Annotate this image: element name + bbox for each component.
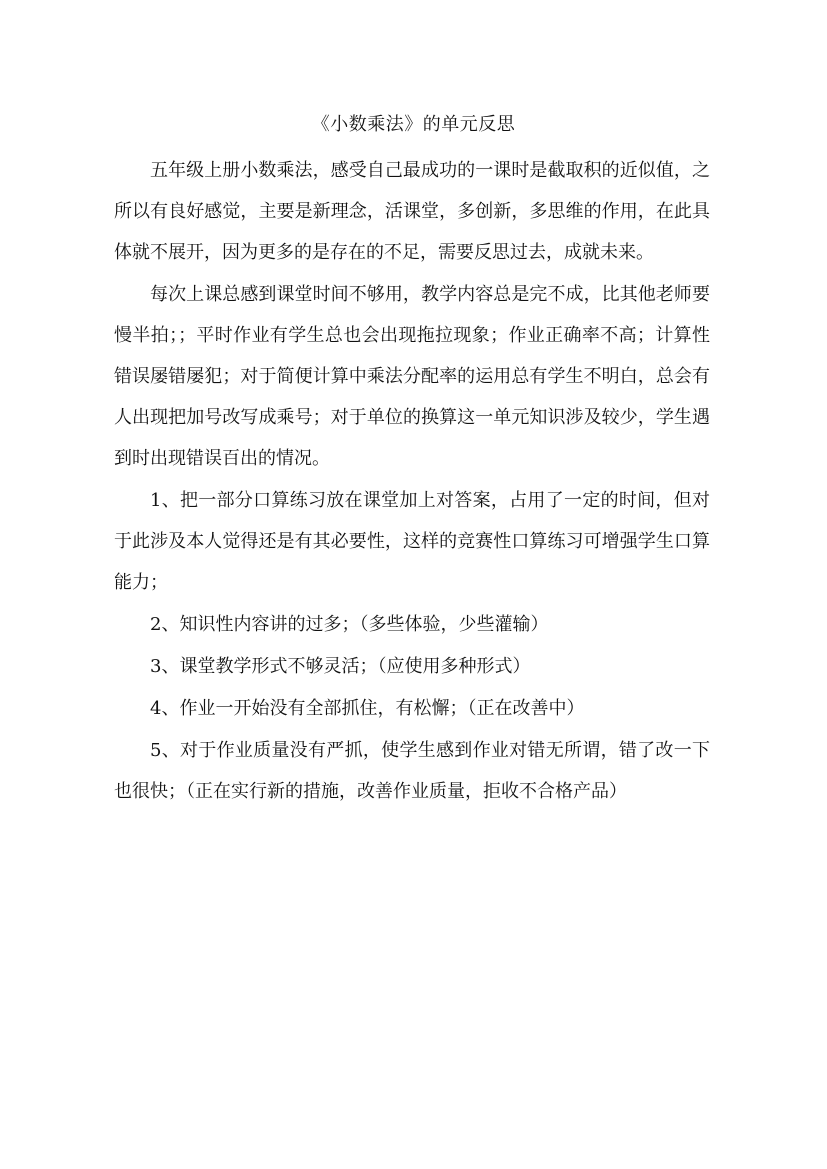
document-body: [114, 150, 710, 812]
paragraph-item-5: 5、对于作业质量没有严抓，使学生感到作业对错无所谓，错了改一下也很快；（正在实行新的措施，改善作业质量，拒收不合格产品）: [114, 740, 710, 802]
paragraph-item-2: 2、知识性内容讲的过多；（多些体验，少些灌输）: [150, 614, 549, 635]
paragraph-item-3: 3、课堂教学形式不够灵活；（应使用多种形式）: [150, 656, 531, 677]
paragraph-intro: 五年级上册小数乘法，感受自己最成功的一课时是截取积的近似值，之所以有良好感觉，主要是新理念，活课堂，多创新，多思维的作用，在此具体就不展开，因为更多的是存在的不足，需要反思过去，成就未来。: [114, 160, 710, 263]
paragraph-item-1: 1、把一部分口算练习放在课堂加上对答案，占用了一定的时间，但对于此涉及本人觉得还是有其必要性，这样的竞赛性口算练习可增强学生口算能力；: [114, 490, 710, 593]
document-title: 《小数乘法》的单元反思: [311, 114, 516, 135]
paragraph-item-4: 4、作业一开始没有全部抓住，有松懈；（正在改善中）: [150, 698, 585, 719]
paragraph-problems: 每次上课总感到课堂时间不够用，教学内容总是完不成，比其他老师要慢半拍；；平时作业有学生总也会出现拖拉现象；作业正确率不高；计算性错误屡错屡犯；对于简便计算中乘法分配率的运用总有学生不明白，总会有人出现把加号改写成乘号；对于单位的换算这一单元知识涉及较少，学生遇到时出现错误百出的情况。: [114, 284, 710, 469]
